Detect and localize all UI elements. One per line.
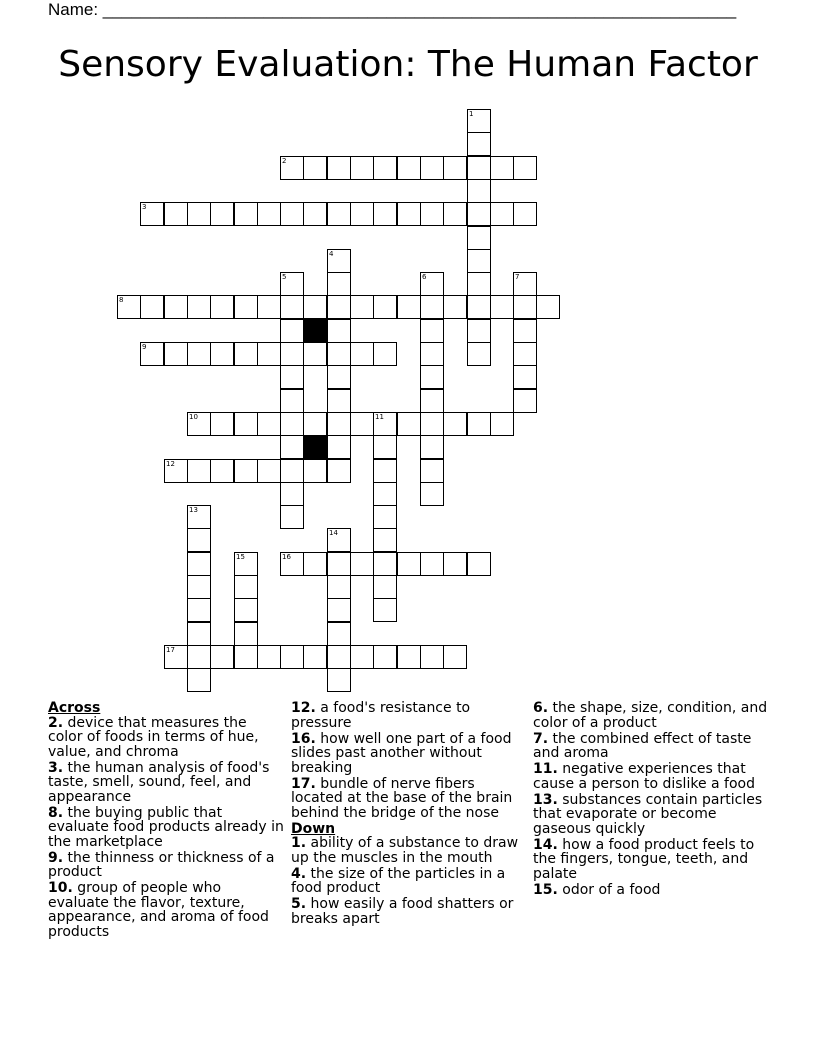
clue [291,867,527,896]
grid-cell[interactable] [350,202,374,226]
clue-number: 9 [142,343,147,351]
clue-text: the buying public that evaluate food products already in the marketplace [48,804,284,850]
grid-cell[interactable] [327,668,351,692]
grid-cell[interactable] [210,202,234,226]
grid-cell[interactable] [280,412,304,436]
clue-num: 5. [291,896,307,912]
grid-cell[interactable] [443,645,467,669]
grid-cell[interactable] [303,156,327,180]
clue-column-2 [291,701,527,928]
grid-cell[interactable] [420,482,444,506]
grid-cell[interactable] [280,202,304,226]
clue-number: 15 [236,553,245,561]
grid-cell[interactable] [303,202,327,226]
clue-num: 3. [48,759,64,776]
grid-cell[interactable] [420,295,444,319]
grid-cell[interactable] [187,622,211,646]
grid-cell[interactable] [350,295,374,319]
grid-cell[interactable] [210,645,234,669]
grid-cell[interactable] [490,412,514,436]
clue-heading: Down [291,820,336,837]
clue-num: 13. [533,791,558,808]
clue-text: bundle of nerve fibers located at the base of the brain behind the bridge of the nose [291,775,513,821]
grid-cell[interactable] [443,295,467,319]
clue-number: 17 [166,646,175,654]
grid-cell[interactable] [467,412,491,436]
clue-text: the thinness or thickness of a product [48,849,275,880]
grid-cell[interactable] [210,412,234,436]
grid-cell[interactable] [327,365,351,389]
grid-cell[interactable] [420,645,444,669]
grid-cell[interactable] [397,645,421,669]
grid-cell[interactable] [234,622,258,646]
grid-cell[interactable] [280,389,304,413]
clue-num: 4. [291,865,307,882]
grid-cell[interactable] [373,482,397,506]
grid-cell[interactable] [420,435,444,459]
grid-cell[interactable] [327,342,351,366]
grid-cell[interactable] [327,412,351,436]
clue-number: 4 [329,250,334,258]
grid-cell[interactable] [397,202,421,226]
grid-cell[interactable] [327,319,351,343]
grid-cell[interactable] [140,202,164,226]
grid-cell[interactable] [443,156,467,180]
grid-cell[interactable] [257,412,281,436]
clue-text: the size of the particles in a food product [291,865,506,896]
grid-cell[interactable] [350,342,374,366]
grid-cell[interactable] [513,295,537,319]
grid-cell[interactable] [443,412,467,436]
grid-cell[interactable] [280,156,304,180]
clue-number: 6 [422,273,427,281]
clue [533,732,769,761]
grid-cell[interactable] [327,295,351,319]
grid-cell[interactable] [187,668,211,692]
grid-cell[interactable] [187,412,211,436]
grid-cell[interactable] [350,552,374,576]
grid-cell[interactable] [443,552,467,576]
grid-cell[interactable] [420,412,444,436]
grid-cell[interactable] [257,459,281,483]
clue-num: 12. [291,700,316,716]
grid-cell[interactable] [164,645,188,669]
grid-cell[interactable] [280,552,304,576]
grid-cell[interactable] [467,295,491,319]
clue-text: how well one part of a food slides past another without breaking [291,730,512,776]
grid-cell[interactable] [164,342,188,366]
grid-cell[interactable] [280,295,304,319]
grid-cell[interactable] [303,295,327,319]
grid-cell[interactable] [513,156,537,180]
grid-cell[interactable] [280,319,304,343]
grid-cell[interactable] [187,598,211,622]
grid-cell[interactable] [257,342,281,366]
clue-column-3 [533,701,769,899]
clue [48,881,284,939]
clue [291,701,527,730]
grid-cell[interactable] [420,156,444,180]
clue-text: a food's resistance to pressure [291,700,471,731]
grid-cell[interactable] [373,575,397,599]
grid-cell[interactable] [373,412,397,436]
grid-cell[interactable] [420,365,444,389]
grid-cell[interactable] [373,645,397,669]
grid-cell[interactable] [467,179,491,203]
grid-cell[interactable] [210,295,234,319]
grid-cell[interactable] [234,552,258,576]
clue-num: 8. [48,804,64,821]
grid-cell[interactable] [513,202,537,226]
grid-cell[interactable] [397,295,421,319]
clue [291,836,527,865]
grid-cell[interactable] [210,459,234,483]
clue-num: 15. [533,881,558,898]
grid-cell[interactable] [350,156,374,180]
clue-number: 11 [375,413,384,421]
grid-cell[interactable] [280,365,304,389]
clue-num: 7. [533,730,549,747]
grid-cell[interactable] [234,342,258,366]
clue-number: 12 [166,460,175,468]
grid-cell[interactable] [257,645,281,669]
grid-cell[interactable] [280,482,304,506]
grid-cell[interactable] [187,202,211,226]
grid-cell[interactable] [420,389,444,413]
grid-cell[interactable] [513,272,537,296]
grid-cell[interactable] [280,459,304,483]
grid-cell[interactable] [164,295,188,319]
grid-cell[interactable] [373,202,397,226]
clue-column-1 [48,701,284,941]
grid-cell[interactable] [257,295,281,319]
grid-cell[interactable] [187,645,211,669]
grid-cell[interactable] [280,272,304,296]
grid-cell[interactable] [234,645,258,669]
grid-cell[interactable] [443,202,467,226]
grid-cell[interactable] [513,342,537,366]
grid-cell[interactable] [467,226,491,250]
clue-num: 14. [533,836,558,853]
grid-cell[interactable] [513,365,537,389]
grid-cell[interactable] [373,156,397,180]
grid-cell[interactable] [187,342,211,366]
clue-number: 5 [282,273,287,281]
grid-cell[interactable] [420,202,444,226]
grid-cell[interactable] [373,552,397,576]
clue-number: 1 [469,110,474,118]
grid-cell[interactable] [303,342,327,366]
grid-cell[interactable] [397,156,421,180]
clue-text: device that measures the color of foods in terms of hue, value, and chroma [48,714,259,760]
grid-cell[interactable] [234,295,258,319]
grid-cell[interactable] [117,295,141,319]
grid-cell[interactable] [187,575,211,599]
grid-cell[interactable] [467,319,491,343]
clue [48,716,284,760]
grid-cell[interactable] [350,412,374,436]
clue-heading: Across [48,700,101,716]
grid-cell[interactable] [280,342,304,366]
grid-cell[interactable] [187,295,211,319]
grid-cell[interactable] [234,575,258,599]
grid-cell[interactable] [373,295,397,319]
clue [48,761,284,805]
grid-cell[interactable] [327,459,351,483]
clue-number: 8 [119,296,124,304]
grid-cell[interactable] [327,156,351,180]
grid-cell[interactable] [420,319,444,343]
grid-cell[interactable] [373,598,397,622]
clue-text: ability of a substance to draw up the muscles in the mouth [291,835,519,866]
grid-cell[interactable] [327,552,351,576]
clue-number: 13 [189,506,198,514]
grid-cell[interactable] [490,202,514,226]
grid-cell[interactable] [373,435,397,459]
grid-cell[interactable] [234,459,258,483]
clue [533,762,769,791]
grid-cell[interactable] [327,528,351,552]
clue [48,851,284,880]
grid-cell[interactable] [257,202,281,226]
grid-cell[interactable] [420,342,444,366]
clue-num: 16. [291,730,316,747]
clue-number: 2 [282,157,287,165]
grid-cell[interactable] [420,459,444,483]
clue-num: 11. [533,761,558,777]
clue [291,732,527,776]
grid-cell[interactable] [467,342,491,366]
grid-cell[interactable] [350,645,374,669]
grid-cell[interactable] [187,528,211,552]
grid-cell[interactable] [420,272,444,296]
grid-cell[interactable] [513,389,537,413]
clue-num: 10. [48,880,73,896]
grid-cell[interactable] [164,459,188,483]
grid-cell[interactable] [420,552,444,576]
grid-cell[interactable] [303,459,327,483]
clue [48,806,284,850]
clue-text: the shape, size, condition, and color of a product [533,700,768,731]
grid-cell[interactable] [327,435,351,459]
clue [533,701,769,730]
grid-cell[interactable] [280,645,304,669]
grid-cell[interactable] [210,342,234,366]
black-cell [303,319,327,343]
grid-cell[interactable] [327,249,351,273]
clue-number: 10 [189,413,198,421]
clue-number: 7 [515,273,520,281]
grid-cell[interactable] [467,552,491,576]
grid-cell[interactable] [140,342,164,366]
grid-cell[interactable] [467,249,491,273]
clue-text: odor of a food [557,881,661,898]
grid-cell[interactable] [303,552,327,576]
grid-cell[interactable] [327,389,351,413]
grid-cell[interactable] [467,156,491,180]
grid-cell[interactable] [327,575,351,599]
clue-text: negative experiences that cause a person to dislike a food [533,761,755,792]
grid-cell[interactable] [397,552,421,576]
grid-cell[interactable] [536,295,560,319]
name-field-label: Name: ___________________________________________________________________ [48,0,737,19]
grid-cell[interactable] [467,202,491,226]
clue [533,793,769,837]
grid-cell[interactable] [467,272,491,296]
clue-num: 9. [48,849,64,866]
black-cell [303,435,327,459]
clue-number: 16 [282,553,291,561]
grid-cell[interactable] [187,552,211,576]
grid-cell[interactable] [373,505,397,529]
grid-cell[interactable] [327,645,351,669]
grid-cell[interactable] [490,295,514,319]
clue [533,838,769,882]
grid-cell[interactable] [397,412,421,436]
grid-cell[interactable] [467,109,491,133]
clue-num: 1. [291,835,307,851]
grid-cell[interactable] [490,156,514,180]
grid-cell[interactable] [327,272,351,296]
page-title: Sensory Evaluation: The Human Factor [58,44,758,85]
clue-text: how easily a food shatters or breaks apart [291,896,514,927]
grid-cell[interactable] [327,202,351,226]
clue-text: substances contain particles that evaporate or become gaseous quickly [533,791,763,837]
grid-cell[interactable] [327,622,351,646]
grid-cell[interactable] [187,505,211,529]
grid-cell[interactable] [234,412,258,436]
grid-cell[interactable] [140,295,164,319]
grid-cell[interactable] [373,459,397,483]
clue-number: 14 [329,529,338,537]
grid-cell[interactable] [327,598,351,622]
grid-cell[interactable] [467,132,491,156]
grid-cell[interactable] [234,598,258,622]
clue [291,897,527,926]
clue-num: 2. [48,714,64,731]
clue-text: the combined effect of taste and aroma [533,730,752,761]
grid-cell[interactable] [280,505,304,529]
grid-cell[interactable] [234,202,258,226]
clue-num: 6. [533,700,549,716]
grid-cell[interactable] [280,435,304,459]
grid-cell[interactable] [303,412,327,436]
clue-text: the human analysis of food's taste, smell, sound, feel, and appearance [48,759,270,805]
clue-num: 17. [291,775,316,792]
clue-text: group of people who evaluate the flavor, texture, appearance, and aroma of food products [48,880,269,940]
grid-cell[interactable] [513,319,537,343]
grid-cell[interactable] [187,459,211,483]
grid-cell[interactable] [303,645,327,669]
clue-number: 3 [142,203,147,211]
clue [291,777,527,821]
clue-text: how a food product feels to the fingers, tongue, teeth, and palate [533,836,755,882]
grid-cell[interactable] [373,342,397,366]
grid-cell[interactable] [164,202,188,226]
grid-cell[interactable] [373,528,397,552]
clue [533,883,769,898]
